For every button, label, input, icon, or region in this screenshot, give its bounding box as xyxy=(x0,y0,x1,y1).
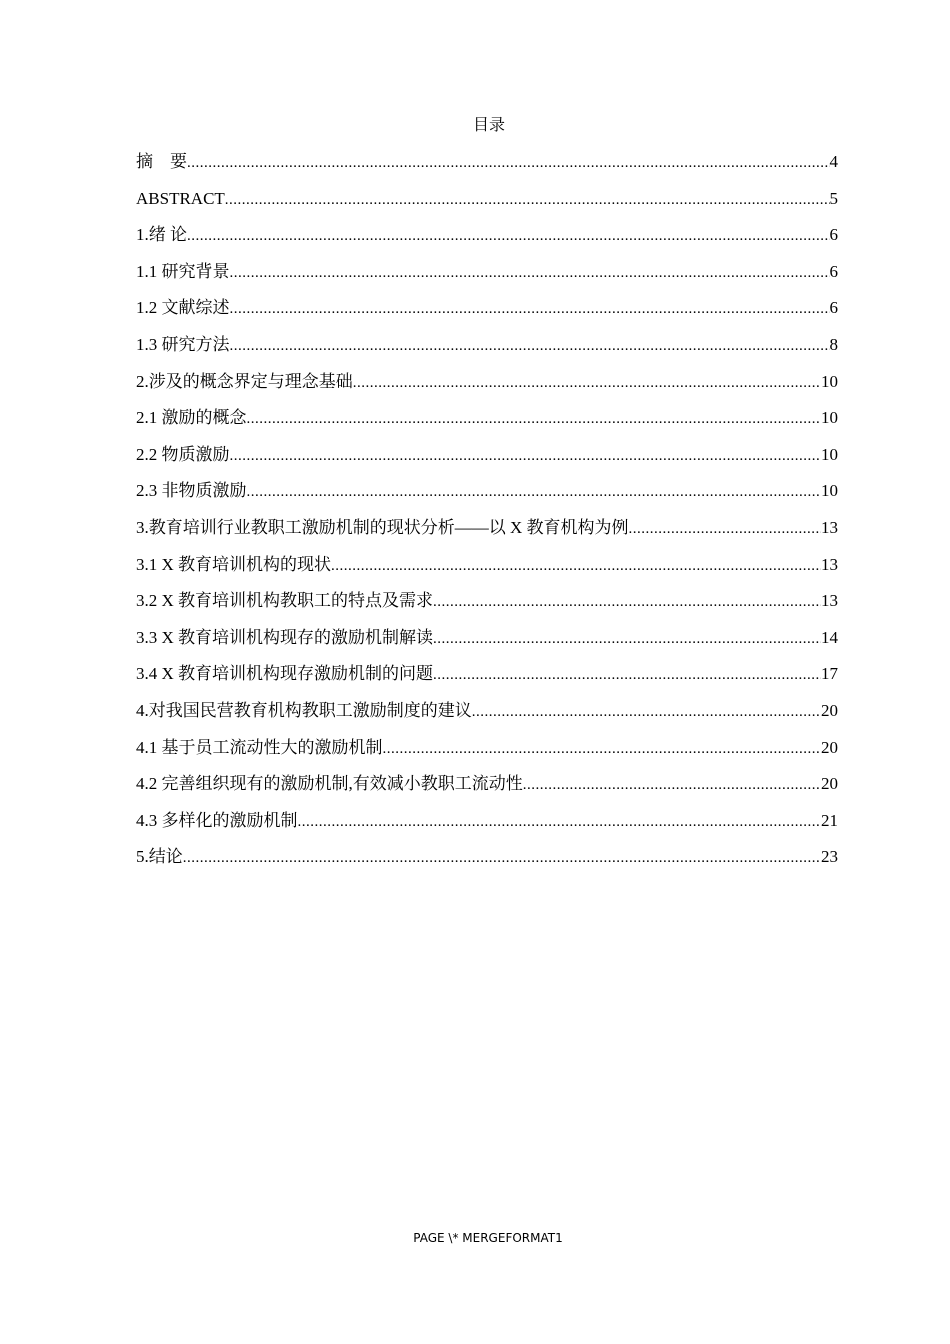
toc-entry-label: 2.涉及的概念界定与理念基础 xyxy=(136,371,353,391)
toc-dot-leader xyxy=(383,735,822,763)
toc-dot-leader xyxy=(523,771,821,799)
toc-entry[interactable] xyxy=(136,770,838,807)
toc-entry-label: 4.1 基于员工流动性大的激励机制 xyxy=(136,737,383,757)
toc-entry[interactable] xyxy=(136,258,838,295)
toc-entry[interactable] xyxy=(136,807,838,844)
toc-dot-leader xyxy=(230,332,830,360)
toc-entry-page-number: 10 xyxy=(821,444,838,464)
toc-dot-leader xyxy=(230,295,830,323)
toc-entry[interactable] xyxy=(136,514,838,551)
toc-entry[interactable] xyxy=(136,477,838,514)
toc-entry[interactable] xyxy=(136,843,838,880)
toc-entry[interactable] xyxy=(136,551,838,588)
toc-dot-leader xyxy=(433,661,821,689)
toc-entry-label: 1.3 研究方法 xyxy=(136,334,230,354)
toc-entry-page-number: 20 xyxy=(821,700,838,720)
toc-entry-label: 3.4 X 教育培训机构现存激励机制的问题 xyxy=(136,664,434,684)
toc-entry-page-number: 4 xyxy=(829,152,838,171)
toc-entry-label: 3.1 X 教育培训机构的现状 xyxy=(136,554,332,574)
toc-entry-page-number: 13 xyxy=(821,517,838,537)
toc-entry[interactable] xyxy=(136,404,838,441)
toc-entry[interactable] xyxy=(136,624,838,661)
toc-entry-label: ABSTRACT xyxy=(136,188,225,208)
toc-entry-label: 2.3 非物质激励 xyxy=(136,481,247,501)
toc-dot-leader xyxy=(187,222,830,250)
toc-entry-label: 3.3 X 教育培训机构现存的激励机制解读 xyxy=(136,627,434,647)
toc-entry-label: 2.1 激励的概念 xyxy=(136,408,247,428)
toc-entry-label: 2.2 物质激励 xyxy=(136,444,230,464)
toc-dot-leader xyxy=(629,515,821,543)
toc-entry-page-number: 17 xyxy=(821,664,838,684)
toc-dot-leader xyxy=(433,588,821,616)
toc-dot-leader xyxy=(298,808,822,836)
toc-entry-label: 1.绪 论 xyxy=(136,225,187,245)
toc-dot-leader xyxy=(472,698,821,726)
toc-entry-page-number: 8 xyxy=(829,334,838,354)
toc-entry[interactable] xyxy=(136,148,838,185)
toc-title: 目录 xyxy=(472,117,505,134)
toc-entry[interactable] xyxy=(136,587,838,624)
toc-entry-label: 摘 要 xyxy=(136,152,187,171)
toc-entry[interactable] xyxy=(136,294,838,331)
toc-entry[interactable] xyxy=(136,660,838,697)
toc-dot-leader xyxy=(247,478,822,506)
toc-entry[interactable] xyxy=(136,697,838,734)
toc-dot-leader xyxy=(183,844,821,872)
toc-entry-label: 3.2 X 教育培训机构教职工的特点及需求 xyxy=(136,591,434,611)
toc-entry-label: 3.教育培训行业教职工激励机制的现状分析——以 X 教育机构为例 xyxy=(136,517,629,537)
toc-entry-label: 1.2 文献综述 xyxy=(136,298,230,318)
toc-entry-page-number: 6 xyxy=(829,298,838,318)
toc-entry-page-number: 23 xyxy=(821,847,838,867)
toc-entry-page-number: 10 xyxy=(821,371,838,391)
toc-entry-page-number: 5 xyxy=(829,188,838,208)
toc-entry-label: 5.结论 xyxy=(136,847,183,867)
toc-entry[interactable] xyxy=(136,441,838,478)
toc-entry[interactable] xyxy=(136,734,838,771)
toc-dot-leader xyxy=(230,259,830,287)
toc-entry[interactable] xyxy=(136,368,838,405)
toc-entry-label: 4.对我国民营教育机构教职工激励制度的建议 xyxy=(136,700,472,720)
table-of-contents xyxy=(136,148,838,880)
toc-entry[interactable] xyxy=(136,221,838,258)
toc-entry-page-number: 14 xyxy=(821,627,838,647)
toc-dot-leader xyxy=(187,149,830,177)
toc-entry-label: 4.3 多样化的激励机制 xyxy=(136,810,298,830)
toc-entry-page-number: 6 xyxy=(829,225,838,245)
toc-entry-page-number: 6 xyxy=(829,261,838,281)
toc-dot-leader xyxy=(230,442,822,470)
page-footer: PAGE \* MERGEFORMAT1 xyxy=(413,1231,563,1245)
toc-entry-page-number: 21 xyxy=(821,810,838,830)
toc-entry-page-number: 20 xyxy=(821,737,838,757)
toc-dot-leader xyxy=(225,186,830,214)
toc-entry-page-number: 20 xyxy=(821,774,838,794)
toc-entry-page-number: 13 xyxy=(821,554,838,574)
toc-entry-page-number: 13 xyxy=(821,591,838,611)
toc-entry-label: 1.1 研究背景 xyxy=(136,261,230,281)
toc-entry[interactable] xyxy=(136,331,838,368)
toc-entry-page-number: 10 xyxy=(821,408,838,428)
toc-dot-leader xyxy=(353,369,821,397)
toc-entry-label: 4.2 完善组织现有的激励机制,有效减小教职工流动性 xyxy=(136,774,523,794)
toc-dot-leader xyxy=(433,625,821,653)
toc-dot-leader xyxy=(331,552,821,580)
toc-entry[interactable] xyxy=(136,185,838,222)
toc-dot-leader xyxy=(247,405,822,433)
toc-entry-page-number: 10 xyxy=(821,481,838,501)
